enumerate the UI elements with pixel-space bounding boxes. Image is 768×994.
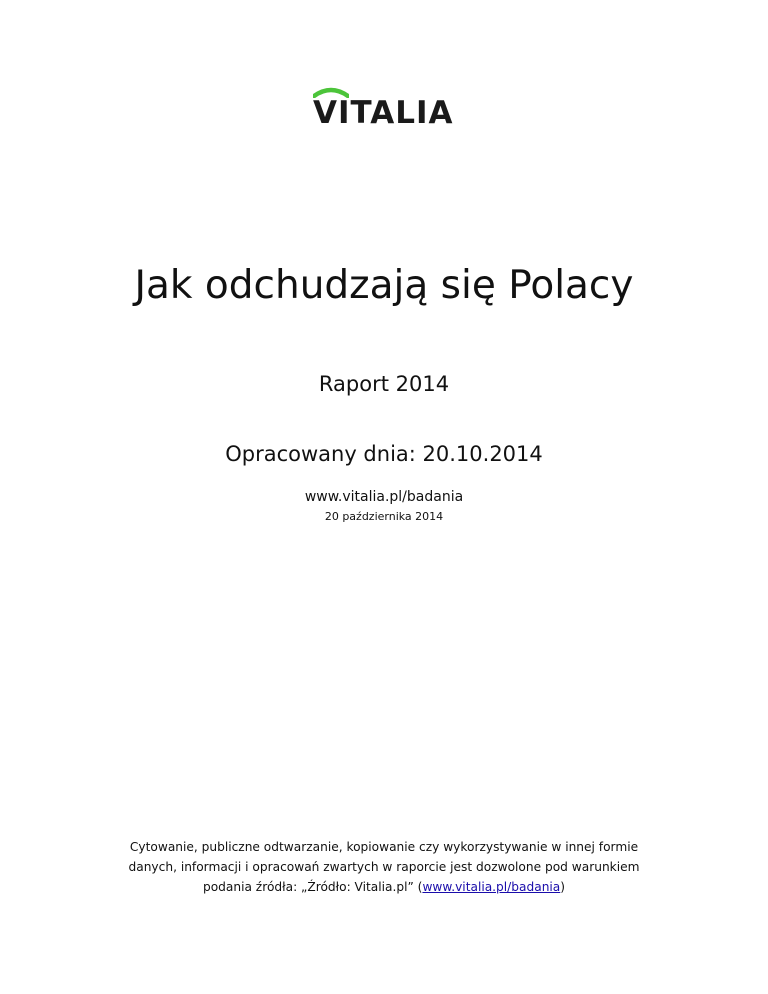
publication-date: 20 października 2014 (324, 510, 444, 523)
notice-line-3-prefix: podania źródła: „Źródło: Vitalia.pl” ( (202, 880, 423, 894)
logo-brand-text: VITALIA (313, 95, 454, 131)
logo-wordmark (313, 96, 454, 130)
document-title: Jak odchudzają się Polacy (134, 263, 634, 308)
vitalia-logo (313, 86, 453, 132)
notice-line-3 (104, 877, 664, 897)
notice-line-3-suffix: ) (560, 880, 566, 894)
notice-line-1: Cytowanie, publiczne odtwarzanie, kopiowanie czy wykorzystywanie w innej formie (129, 840, 639, 854)
website-text: www.vitalia.pl/badania (304, 489, 464, 505)
source-link[interactable]: www.vitalia.pl/badania (422, 880, 561, 894)
copyright-notice (104, 837, 664, 897)
report-label: Raport 2014 (318, 372, 450, 396)
notice-line-2: danych, informacji i opracowań zwartych w raporcie jest dozwolone pod warunkiem (128, 860, 640, 874)
prepared-date: Opracowany dnia: 20.10.2014 (225, 442, 543, 466)
